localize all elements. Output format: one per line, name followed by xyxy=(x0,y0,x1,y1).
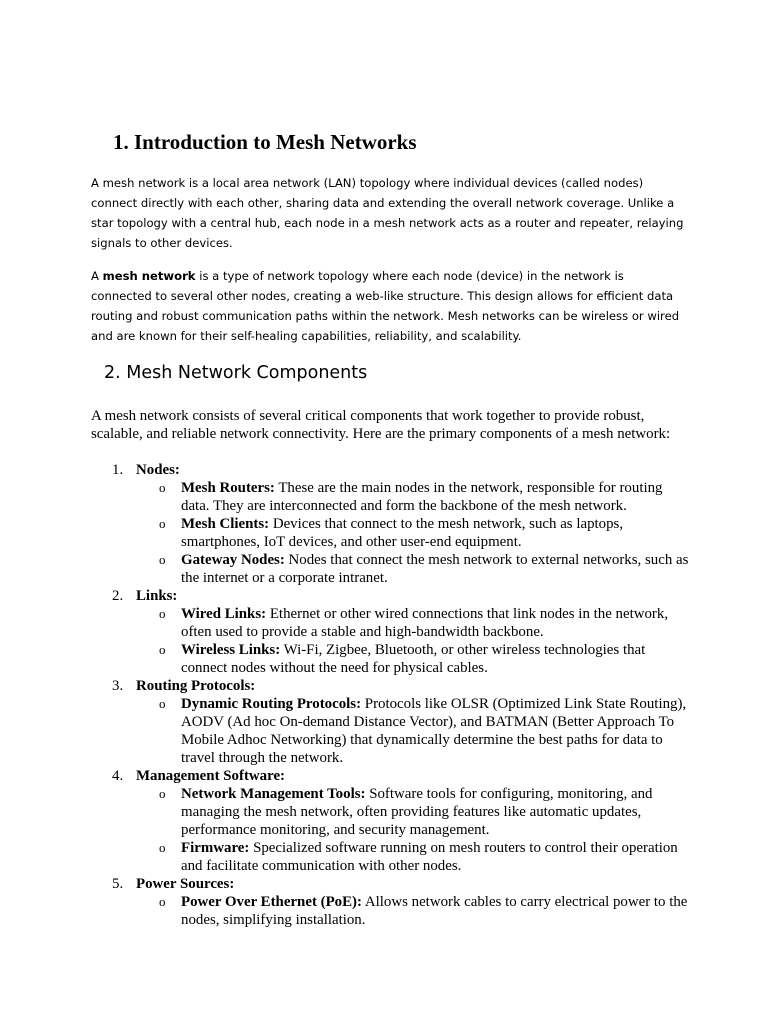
list-item-management-software xyxy=(91,767,691,875)
list-label: Links: xyxy=(136,588,178,604)
sublist-term: Wired Links: xyxy=(181,606,267,622)
components-intro-paragraph: A mesh network consists of several critical components that work together to provide robust, scalable, and reliable network connectivity. Here are the primary components of a mesh network: xyxy=(91,408,671,442)
list-label: Routing Protocols: xyxy=(136,678,256,694)
sublist-text: Devices that connect to the mesh network, such as laptops, smartphones, IoT devices, and other user-end equipment. xyxy=(181,516,624,550)
hollow-bullet-icon: o xyxy=(159,840,166,855)
sublist xyxy=(136,695,691,767)
hollow-bullet-icon: o xyxy=(159,606,166,621)
sublist-item xyxy=(136,785,691,839)
sublist-item xyxy=(136,695,691,767)
sublist-text: Specialized software running on mesh routers to control their operation and facilitate communication with other nodes. xyxy=(181,840,678,874)
sublist-term: Firmware: xyxy=(181,840,250,856)
sublist-term: Dynamic Routing Protocols: xyxy=(181,696,362,712)
list-number: 1. xyxy=(112,462,124,478)
list-label: Power Sources: xyxy=(136,876,235,892)
sublist-term: Power Over Ethernet (PoE): xyxy=(181,894,362,910)
sublist-item xyxy=(136,893,691,929)
sublist-term: Network Management Tools: xyxy=(181,786,366,802)
hollow-bullet-icon: o xyxy=(159,642,166,657)
hollow-bullet-icon: o xyxy=(159,516,166,531)
sublist-term: Wireless Links: xyxy=(181,642,281,658)
components-list xyxy=(91,461,691,929)
sublist-item xyxy=(136,641,691,677)
section-2-title: 2. Mesh Network Components xyxy=(104,363,368,383)
sublist-item xyxy=(136,605,691,641)
paragraph-2-rest: is a type of network topology where each node (device) in the network is connected to several other nodes, creating a web-like structure. This design allows for efficient data routing and robust communication paths within the network. Mesh networks can be wireless or wired and are known for their self-healing capabilities, reliability, and scalability. xyxy=(91,269,680,343)
list-number: 2. xyxy=(112,588,124,604)
sublist-text: Wi-Fi, Zigbee, Bluetooth, or other wireless technologies that connect nodes without the need for physical cables. xyxy=(181,642,646,676)
hollow-bullet-icon: o xyxy=(159,552,166,567)
list-number: 3. xyxy=(112,678,124,694)
sublist xyxy=(136,479,691,587)
hollow-bullet-icon: o xyxy=(159,480,166,495)
section-1-title: 1. Introduction to Mesh Networks xyxy=(113,130,417,154)
sublist-text: Allows network cables to carry electrical power to the nodes, simplifying installation. xyxy=(181,894,688,928)
sublist xyxy=(136,785,691,875)
list-item-nodes xyxy=(91,461,691,587)
sublist-term: Mesh Clients: xyxy=(181,516,270,532)
list-item-links xyxy=(91,587,691,677)
list-item-routing-protocols xyxy=(91,677,691,767)
intro-paragraph-2 xyxy=(91,266,686,346)
paragraph-2-bold-term: mesh network xyxy=(102,269,196,283)
sublist-text: Ethernet or other wired connections that link nodes in the network, often used to provide a stable and high-bandwidth backbone. xyxy=(181,606,669,640)
sublist-text: Nodes that connect the mesh network to external networks, such as the internet or a corporate intranet. xyxy=(181,552,689,586)
paragraph-2-lead: A xyxy=(91,269,103,283)
sublist-item xyxy=(136,839,691,875)
sublist xyxy=(136,893,691,929)
list-number: 4. xyxy=(112,768,124,784)
sublist-text: Protocols like OLSR (Optimized Link State Routing), AODV (Ad hoc On-demand Distance Vector), and BATMAN (Better Approach To Mobile Adhoc Networking) that dynamically determine the best paths for data to travel through the network. xyxy=(181,696,687,766)
sublist-item xyxy=(136,479,691,515)
sublist-item xyxy=(136,515,691,551)
hollow-bullet-icon: o xyxy=(159,696,166,711)
sublist xyxy=(136,605,691,677)
intro-paragraph-1: A mesh network is a local area network (LAN) topology where individual devices (called nodes) connect directly with each other, sharing data and extending the overall network coverage. Unlike a star topology with a central hub, each node in a mesh network acts as a router and repeater, relaying signals to other devices. xyxy=(91,176,684,250)
sublist-text: These are the main nodes in the network, responsible for routing data. They are interconnected and form the backbone of the mesh network. xyxy=(181,480,663,514)
sublist-item xyxy=(136,551,691,587)
sublist-term: Gateway Nodes: xyxy=(181,552,285,568)
list-label: Management Software: xyxy=(136,768,286,784)
hollow-bullet-icon: o xyxy=(159,786,166,801)
hollow-bullet-icon: o xyxy=(159,894,166,909)
sublist-term: Mesh Routers: xyxy=(181,480,275,496)
list-number: 5. xyxy=(112,876,124,892)
list-item-power-sources xyxy=(91,875,691,929)
list-label: Nodes: xyxy=(136,462,180,478)
sublist-text: Software tools for configuring, monitoring, and managing the mesh network, often providing features like automatic updates, performance monitoring, and security management. xyxy=(181,786,653,838)
